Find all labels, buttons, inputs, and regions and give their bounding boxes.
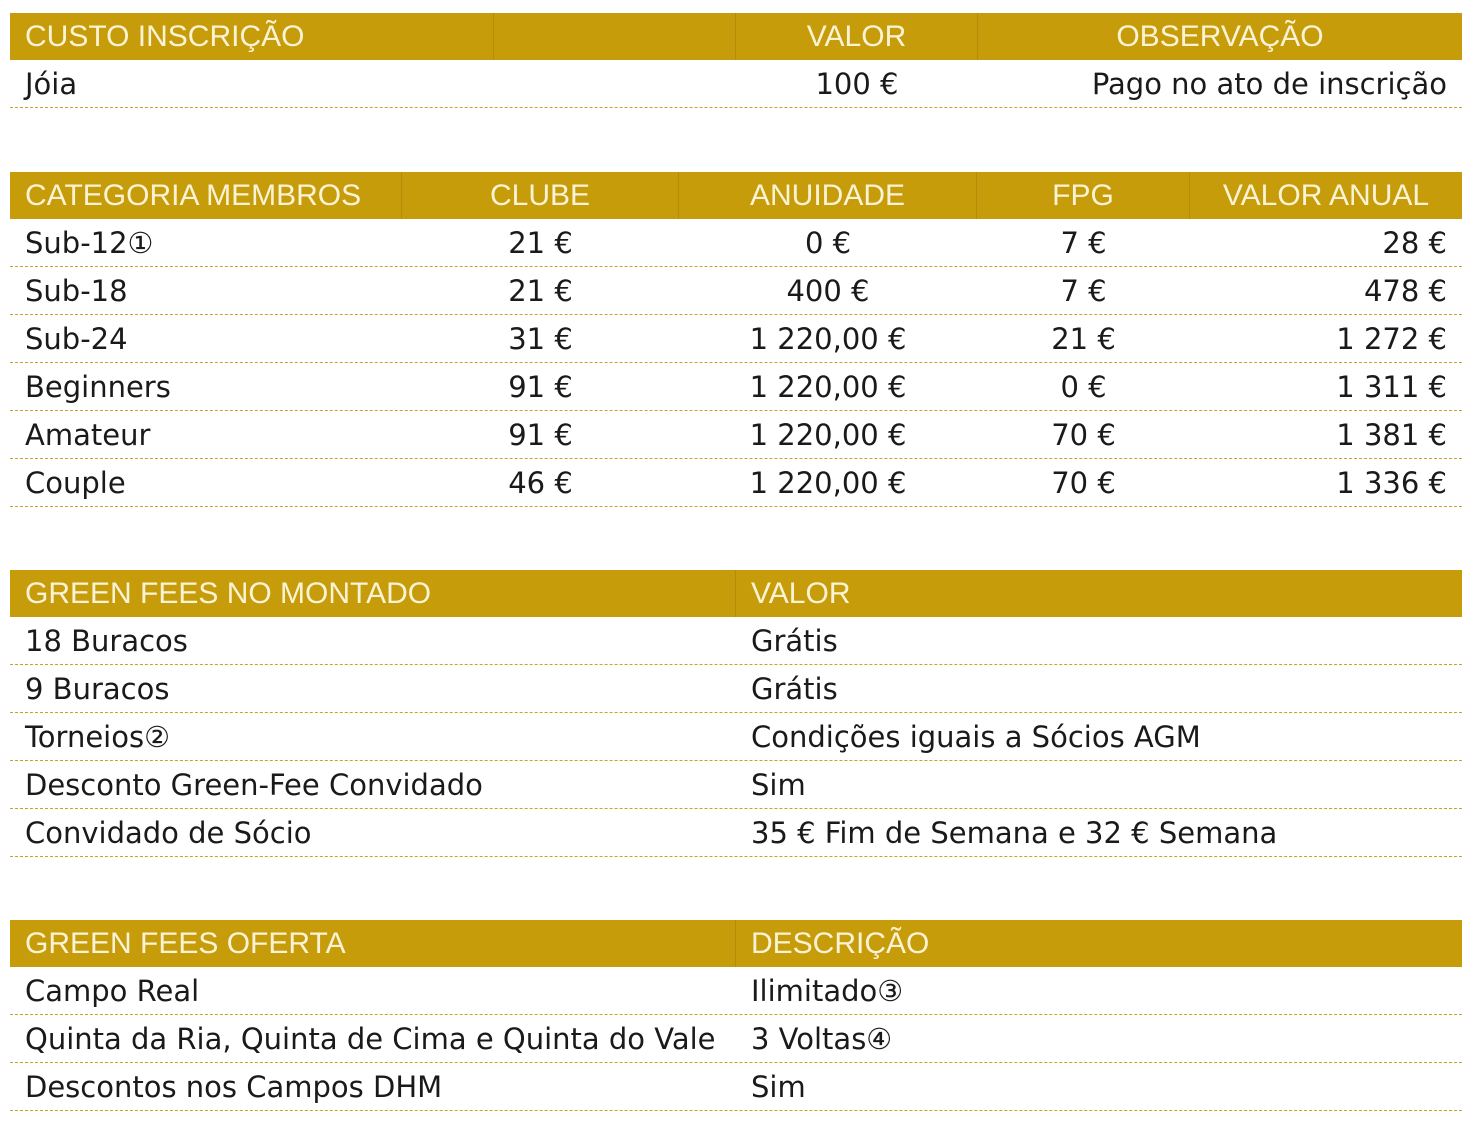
table-cell: Sub-18 bbox=[25, 274, 128, 308]
table-cell: 1 381 € bbox=[1336, 418, 1447, 452]
table-cell: 28 € bbox=[1382, 226, 1447, 260]
table-cell: Quinta da Ria, Quinta de Cima e Quinta do Vale bbox=[25, 1022, 716, 1056]
table-cell: 35 € Fim de Semana e 32 € Semana bbox=[751, 816, 1278, 850]
table-cell: 21 € bbox=[508, 226, 573, 260]
table-row bbox=[10, 363, 1462, 411]
table-cell: Sim bbox=[751, 768, 806, 802]
header-cell: VALOR bbox=[736, 13, 978, 60]
table-cell: 7 € bbox=[1060, 274, 1107, 308]
table-cell: Amateur bbox=[25, 418, 151, 452]
header-cell: CUSTO INSCRIÇÃO bbox=[10, 13, 494, 60]
table-row bbox=[10, 1063, 1462, 1111]
table-row bbox=[10, 459, 1462, 507]
table-header bbox=[10, 920, 1462, 967]
table-row bbox=[10, 411, 1462, 459]
header-cell: GREEN FEES OFERTA bbox=[10, 920, 736, 967]
table-cell: Desconto Green-Fee Convidado bbox=[25, 768, 483, 802]
table-cell: 18 Buracos bbox=[25, 624, 188, 658]
table-row bbox=[10, 267, 1462, 315]
table-cell: Torneios② bbox=[25, 720, 171, 754]
table-cell: Pago no ato de inscrição bbox=[1091, 67, 1447, 101]
table-cell: Descontos nos Campos DHM bbox=[25, 1070, 443, 1104]
table-cell: 91 € bbox=[508, 418, 573, 452]
header-cell: GREEN FEES NO MONTADO bbox=[10, 570, 736, 617]
header-cell: VALOR bbox=[751, 577, 851, 610]
table-cell: Grátis bbox=[751, 624, 838, 658]
table-cell: Convidado de Sócio bbox=[25, 816, 312, 850]
table-cell: 0 € bbox=[804, 226, 852, 260]
table-cell: 0 € bbox=[1060, 370, 1107, 404]
table-row bbox=[10, 713, 1462, 761]
table-cell: 9 Buracos bbox=[25, 672, 170, 706]
table-row bbox=[10, 60, 1462, 108]
table-row bbox=[10, 315, 1462, 363]
member-category-table bbox=[10, 172, 1462, 507]
table-header bbox=[10, 570, 1462, 617]
header-cell: DESCRIÇÃO bbox=[751, 927, 930, 960]
header-cell: OBSERVAÇÃO bbox=[1116, 20, 1324, 53]
table-row bbox=[10, 617, 1462, 665]
table-cell: 70 € bbox=[1051, 466, 1116, 500]
table-cell: 7 € bbox=[1060, 226, 1107, 260]
table-cell: 400 € bbox=[786, 274, 870, 308]
table-cell: Sub-12① bbox=[25, 226, 154, 260]
table-row bbox=[10, 809, 1462, 857]
header-cell: CLUBE bbox=[402, 172, 679, 219]
table-cell: 1 272 € bbox=[1336, 322, 1447, 356]
table-cell: Condições iguais a Sócios AGM bbox=[751, 720, 1201, 754]
table-header bbox=[10, 13, 1462, 60]
table-cell: Sim bbox=[751, 1070, 806, 1104]
table-row bbox=[10, 1015, 1462, 1063]
table-cell: 1 220,00 € bbox=[749, 322, 907, 356]
table-cell: 1 220,00 € bbox=[749, 466, 907, 500]
header-cell: FPG bbox=[977, 172, 1190, 219]
table-cell: Jóia bbox=[25, 67, 78, 101]
table-cell: 91 € bbox=[508, 370, 573, 404]
table-cell: Ilimitado③ bbox=[751, 974, 904, 1008]
table-row bbox=[10, 665, 1462, 713]
table-cell: 1 336 € bbox=[1336, 466, 1447, 500]
table-cell: 1 220,00 € bbox=[749, 418, 907, 452]
table-cell: 1 311 € bbox=[1336, 370, 1447, 404]
table-header bbox=[10, 172, 1462, 219]
table-row bbox=[10, 761, 1462, 809]
header-cell: ANUIDADE bbox=[679, 172, 977, 219]
table-cell bbox=[494, 60, 736, 107]
table-cell: Beginners bbox=[25, 370, 171, 404]
inscription-cost-table bbox=[10, 13, 1462, 108]
table-cell: Sub-24 bbox=[25, 322, 128, 356]
table-row bbox=[10, 219, 1462, 267]
header-cell bbox=[494, 13, 736, 60]
table-cell: Grátis bbox=[751, 672, 838, 706]
green-fees-oferta-table bbox=[10, 920, 1462, 1111]
header-cell: VALOR ANUAL bbox=[1222, 179, 1430, 212]
table-row bbox=[10, 967, 1462, 1015]
table-cell: Couple bbox=[25, 466, 126, 500]
table-cell: 3 Voltas④ bbox=[751, 1022, 893, 1056]
header-cell: CATEGORIA MEMBROS bbox=[10, 172, 402, 219]
table-cell: 21 € bbox=[508, 274, 573, 308]
table-cell: 31 € bbox=[508, 322, 573, 356]
green-fees-montado-table bbox=[10, 570, 1462, 857]
table-cell: 100 € bbox=[815, 67, 899, 101]
table-cell: 1 220,00 € bbox=[749, 370, 907, 404]
table-cell: 21 € bbox=[1051, 322, 1116, 356]
table-cell: Campo Real bbox=[25, 974, 200, 1008]
table-cell: 478 € bbox=[1363, 274, 1447, 308]
table-cell: 70 € bbox=[1051, 418, 1116, 452]
table-cell: 46 € bbox=[508, 466, 573, 500]
